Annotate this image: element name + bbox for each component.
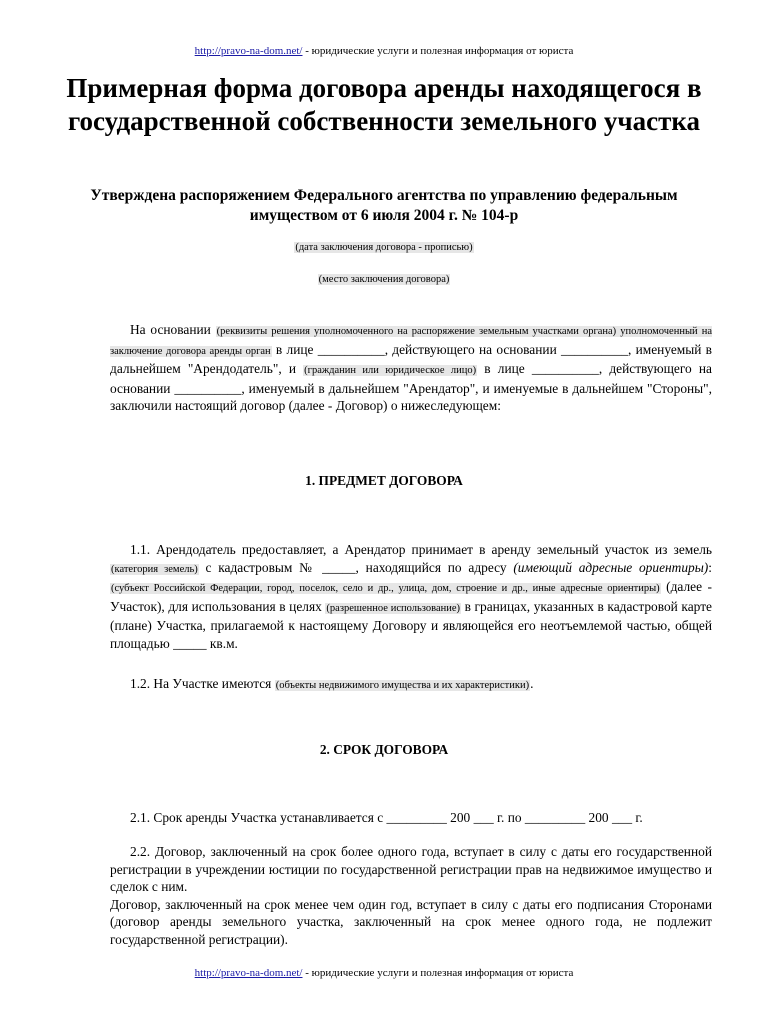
page-footer [0,966,768,980]
header-text: юридические услуги и полезная информация от юриста [311,45,574,57]
header-link[interactable]: http://pravo-na-dom.net/ [194,45,303,57]
section-2-heading: 2. СРОК ДОГОВОРА [319,742,449,757]
page-header [0,44,768,58]
header-separator: - [302,45,312,57]
date-placeholder [0,241,768,255]
clause-1-2-text-2: . [530,676,534,691]
clause-1-1-text-4: (далее - Участок), для использования в целях [110,579,712,614]
intro-highlight-party: (гражданин или юридическое лицо) [304,365,477,377]
clause-2-2 [110,843,712,949]
footer-text: юридические услуги и полезная информация от юриста [311,967,574,979]
clause-1-1 [110,541,712,653]
clause-1-1-text-3: : [708,559,712,575]
document-title: Примерная форма договора аренды находящегося в государственной собственности земельного участка [66,73,702,136]
clause-2-2-text-a: 2.2. Договор, заключенный на срок более одного года, вступает в силу с даты его государственной регистрации в учреждении юстиции по государственной регистрации прав на недвижимое имущество и сделок с ним. [110,844,712,895]
clause-1-2-text-1: 1.2. На Участке имеются [130,676,275,691]
clause-1-2 [110,675,712,695]
clause-1-1-italic-address: (имеющий адресные ориентиры) [513,559,709,575]
intro-text-2: в лице __________, действующего на основании __________, именуемый в дальнейшем "Арендодатель", и [110,341,713,377]
footer-link[interactable]: http://pravo-na-dom.net/ [194,967,303,979]
clause-1-1-text-5: в границах, указанных в кадастровой карте (плане) Участка, прилагаемой к настоящему Договору и являющейся его неотъемлемой частью, общей площадью _____ кв.м. [110,598,712,651]
place-placeholder-text: (место заключения договора) [318,274,450,285]
clause-1-1-highlight-address: (субъект Российской Федерации, город, поселок, село и др., улица, дом, строение и др., иные адресные ориентиры) [111,583,660,595]
intro-text-1: На основании [130,322,216,337]
clause-2-2-text-b: Договор, заключенный на срок менее чем один год, вступает в силу с даты его подписания Сторонами (договор аренды земельного участка, заключенный на срок менее одного года, не подлежит государственной регистрации). [110,896,712,947]
clause-1-1-text-2: с кадастровым № _____, находящийся по адресу [198,559,514,575]
footer-separator: - [302,967,312,979]
section-1-heading: 1. ПРЕДМЕТ ДОГОВОРА [305,473,463,488]
intro-text-3: в лице __________, действующего на основании __________, именуемый в дальнейшем "Арендатор", и именуемые в дальнейшем "Стороны", заключили настоящий договор (далее - Договор) о нижеследующем: [110,361,712,414]
document-subtitle: Утверждена распоряжением Федерального агентства по управлению федеральным имуществом от 6 июля 2004 г. № 104-р [90,187,678,224]
clause-1-1-highlight-category: (категория земель) [111,563,198,575]
intro-highlight-organ: (реквизиты решения уполномоченного на распоряжение земельным участками органа) уполномоченный на заключение договора аренды орган [110,326,712,357]
clause-1-1-text-1: 1.1. Арендодатель предоставляет, а Арендатор принимает в аренду земельный участок из земель [130,542,712,557]
clause-2-1 [110,809,712,827]
intro-paragraph [110,321,712,415]
clause-1-2-highlight-objects: (объекты недвижимого имущества и их характеристики) [275,680,530,691]
clause-2-1-text: 2.1. Срок аренды Участка устанавливается с _________ 200 ___ г. по _________ 200 ___ г. [130,810,643,825]
place-placeholder [0,273,768,287]
date-placeholder-text: (дата заключения договора - прописью) [295,242,473,253]
clause-1-1-highlight-usage: (разрешенное использование) [326,602,461,614]
